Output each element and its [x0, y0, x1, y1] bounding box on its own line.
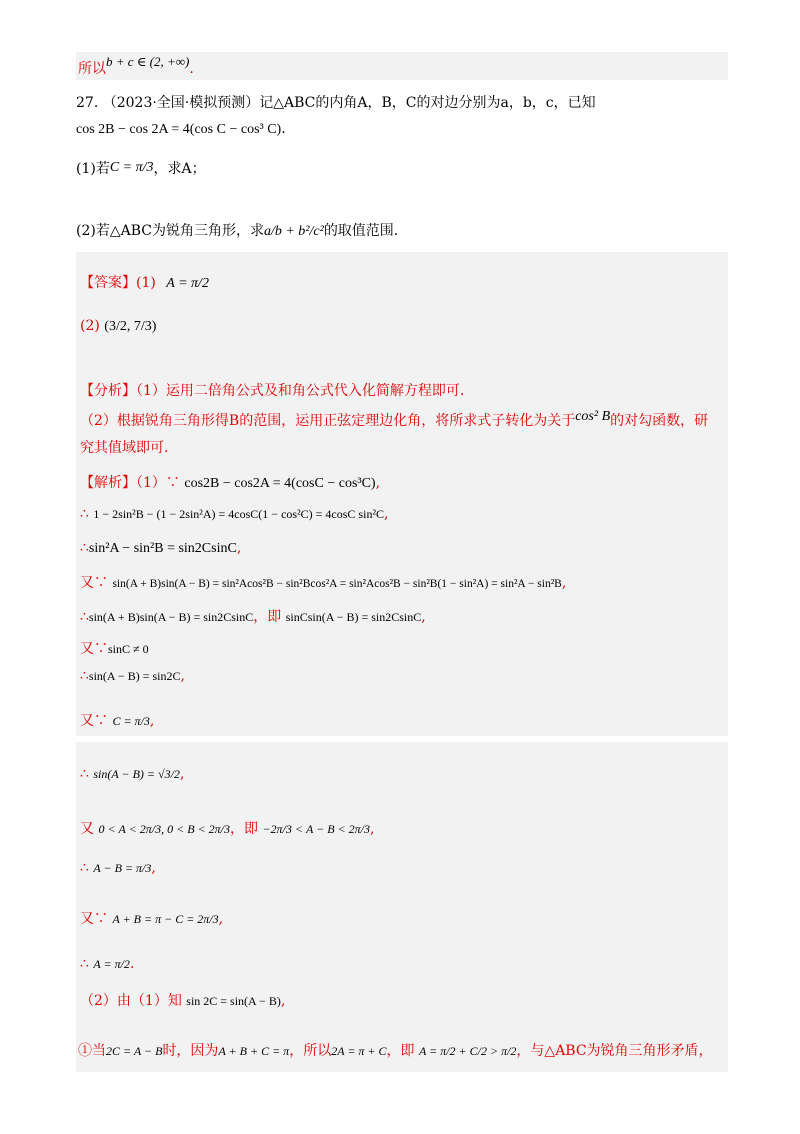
solution-line-3: ∴sin²A − sin²B = sin2CsinC, — [80, 540, 242, 556]
solution-eq-8: C = π/3 — [112, 714, 150, 728]
therefore-symbol: ∴ — [80, 956, 89, 972]
analysis-line-1 — [80, 380, 464, 400]
solution-line-4: 又∵ sin(A + B)sin(A − B) = sin²Acos²B − sin²Bcos²A = sin²Acos²B − sin²B(1 − sin²A) = sin²A − sin²B, — [80, 575, 567, 591]
part1-condition: C = π/3 — [109, 160, 154, 175]
solution-eq-3: sin²A − sin²B = sin2CsinC — [88, 541, 237, 556]
solution-eq-11: A − B = π/3 — [93, 861, 152, 875]
solution-case1-line — [78, 1040, 713, 1060]
solution-part1: （1） — [136, 475, 166, 491]
ji-word: ，即 — [253, 609, 282, 625]
solution-eq-1: cos2B − cos2A = 4(cosC − cos³C) — [184, 476, 376, 491]
therefore-symbol: ∴ — [80, 540, 89, 556]
analysis-label: 【分析】 — [80, 383, 136, 399]
solution-part2-line: （2）由（1）知 sin 2C = sin(A − B), — [80, 993, 286, 1009]
again-because: 又∵ — [80, 575, 108, 591]
solution-eq-6: sinC ≠ 0 — [108, 642, 149, 656]
top-expr: b + c ∈ (2, +∞) — [106, 54, 190, 69]
case1-text-3: ，与△ABC为锐角三角形矛盾， — [516, 1043, 713, 1059]
therefore-symbol: ∴ — [80, 506, 89, 522]
again-word: 又 — [80, 821, 94, 837]
top-prefix: 所以 — [78, 61, 106, 77]
case1-text-2: ，所以 — [289, 1043, 332, 1059]
case1-expr-1: 2C = A − B — [106, 1044, 163, 1058]
ji-word: ，即 — [229, 821, 258, 837]
solution-line-10: 又 0 < A < 2π/3, 0 < B < 2π/3，即 −2π/3 < A − B < 2π/3, — [80, 821, 375, 837]
solution-eq-7: sin(A − B) = sin2C — [88, 669, 181, 683]
analysis-line-3 — [80, 437, 168, 457]
answer-part2: (2) — [80, 318, 100, 334]
therefore-symbol: ∴ — [80, 668, 89, 684]
solution-label: 【解析】 — [80, 475, 136, 491]
solution-line-13: ∴ A = π/2. — [80, 956, 135, 972]
part2-suffix: 的取值范围. — [323, 223, 399, 239]
problem-part2 — [76, 220, 398, 240]
solution-line-7: ∴sin(A − B) = sin2C, — [80, 668, 185, 684]
solution-eq-13: A = π/2 — [93, 957, 130, 971]
answer-label: 【答案】 — [80, 275, 136, 291]
solution-part2-intro: （2）由（1）知 — [80, 993, 182, 1009]
case1-expr-3: 2A = π + C — [331, 1044, 387, 1058]
therefore-symbol: ∴ — [80, 609, 89, 625]
solution-line-12: 又∵ A + B = π − C = 2π/3, — [80, 911, 224, 927]
again-because: 又∵ — [80, 641, 108, 657]
top-suffix: . — [189, 61, 194, 77]
part2-prefix: (2)若△ABC为锐角三角形，求 — [76, 223, 264, 239]
solution-eq-5b: sinCsin(A − B) = sin2CsinC — [285, 610, 422, 624]
again-because: 又∵ — [80, 713, 108, 729]
solution-eq-2: 1 − 2sin²B − (1 − 2sin²A) = 4cosC(1 − cos²C) = 4cosC sin²C — [93, 507, 385, 521]
part1-suffix: ，求A； — [153, 161, 206, 177]
answer-line-2 — [80, 318, 156, 335]
analysis-step2a: （2）根据锐角三角形得B的范围，运用正弦定理边化角，将所求式子转化为关于 — [80, 413, 576, 429]
solution-eq-9: sin(A − B) = √3/2 — [93, 767, 180, 781]
solution-line-6 — [80, 638, 149, 658]
problem-source: （2023·全国·模拟预测） — [102, 95, 260, 111]
analysis-step1: （1）运用二倍角公式及和角公式代入化简解方程即可. — [136, 383, 465, 399]
solution-eq-10a: 0 < A < 2π/3, 0 < B < 2π/3 — [98, 822, 230, 836]
answer-part2-value: (3/2, 7/3) — [104, 319, 157, 334]
solution-line-8: 又∵ C = π/3, — [80, 713, 155, 729]
solution-line-1: 【解析】（1）∵ cos2B − cos2A = 4(cosC − cos³C), — [80, 475, 381, 491]
answer-part1-value: A = π/2 — [166, 276, 209, 291]
top-shaded-line — [76, 52, 728, 80]
part2-expr: a/b + b²/c² — [263, 224, 324, 239]
therefore-symbol: ∴ — [80, 860, 89, 876]
solution-block — [76, 252, 728, 736]
again-because: 又∵ — [80, 911, 108, 927]
top-conclusion — [78, 54, 194, 78]
solution-eq-10b: −2π/3 < A − B < 2π/3 — [262, 822, 370, 836]
ji-word: ，即 — [386, 1043, 415, 1059]
solution-eq-5a: sin(A + B)sin(A − B) = sin2CsinC — [88, 610, 254, 624]
case1-text-1: 时，因为 — [162, 1043, 219, 1059]
case1-expr-4: A = π/2 + C/2 > π/2 — [418, 1044, 517, 1058]
part1-prefix: (1)若 — [76, 161, 110, 177]
solution-block-2 — [76, 742, 728, 1072]
problem-condition-expr: cos 2B − cos 2A = 4(cos C − cos³ C) — [76, 122, 282, 137]
because-symbol: ∵ — [165, 475, 180, 491]
problem-number: 27. — [76, 95, 99, 111]
analysis-line-2: （2）根据锐角三角形得B的范围，运用正弦定理边化角，将所求式子转化为关于cos² B的对勾函数，研 — [80, 409, 709, 429]
analysis-step2b: 的对勾函数，研 — [610, 413, 709, 429]
solution-line-11: ∴ A − B = π/3, — [80, 860, 156, 876]
therefore-symbol: ∴ — [80, 766, 89, 782]
case1-prefix: ①当 — [78, 1043, 106, 1059]
solution-eq-12: A + B = π − C = 2π/3 — [112, 912, 219, 926]
solution-line-9: ∴ sin(A − B) = √3/2, — [80, 766, 185, 782]
problem-stem — [76, 92, 596, 112]
answer-line-1 — [80, 272, 209, 292]
solution-line-2: ∴ 1 − 2sin²B − (1 − 2sin²A) = 4cosC(1 − cos²C) = 4cosC sin²C, — [80, 506, 389, 522]
analysis-step2c: 究其值域即可. — [80, 440, 169, 456]
solution-line-5: ∴sin(A + B)sin(A − B) = sin2CsinC，即 sinCsin(A − B) = sin2CsinC, — [80, 609, 426, 625]
solution-eq-4: sin(A + B)sin(A − B) = sin²Acos²B − sin²Bcos²A = sin²Acos²B − sin²B(1 − sin²A) = sin²A − sin²B — [112, 578, 562, 590]
problem-part1 — [76, 158, 206, 178]
answer-part1: (1) — [136, 275, 156, 291]
problem-stem-text: 记△ABC的内角A，B，C的对边分别为a，b，c，已知 — [259, 95, 596, 111]
solution-part2-expr: sin 2C = sin(A − B) — [186, 994, 281, 1008]
case1-expr-2: A + B + C = π — [218, 1044, 290, 1058]
problem-condition: cos 2B − cos 2A = 4(cos C − cos³ C). — [76, 121, 286, 137]
